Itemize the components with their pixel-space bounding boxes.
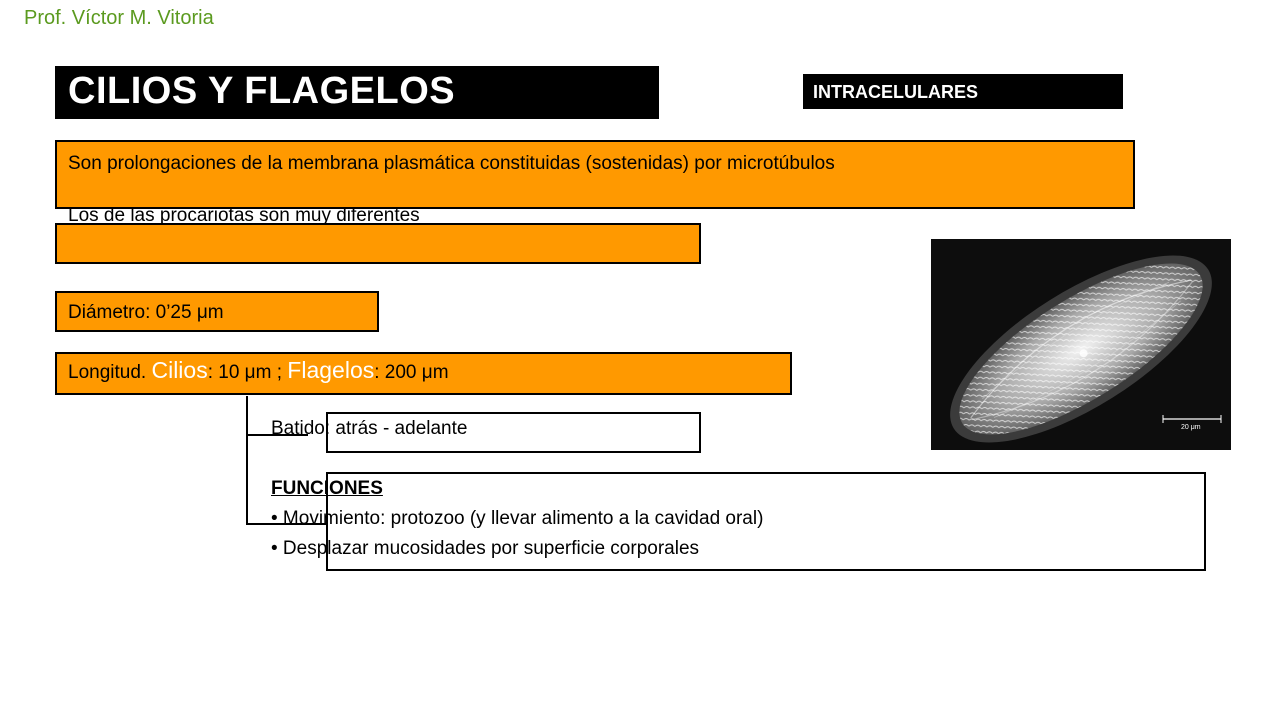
- cilios-value: : 10 μm ;: [207, 362, 283, 383]
- prokaryote-box: [55, 223, 701, 264]
- diameter-text: Diámetro: 0’25 μm: [68, 302, 224, 323]
- functions-heading: FUNCIONES: [271, 478, 383, 499]
- definition-text: Son prolongaciones de la membrana plasmática constituidas (sostenidas) por microtúbulos: [68, 153, 835, 174]
- length-text: [68, 357, 449, 384]
- flagelos-value: : 200 μm: [374, 362, 449, 383]
- beat-text: Batido: atrás - adelante: [271, 418, 468, 439]
- connector-vertical: [246, 396, 248, 525]
- prokaryote-text: Los de las procariotas son muy diferentes: [68, 205, 420, 226]
- function-item: • Movimiento: protozoo (y llevar alimento a la cavidad oral): [271, 508, 764, 529]
- function-item: • Desplazar mucosidades por superficie corporales: [271, 538, 700, 559]
- author-credit: Prof. Víctor M. Vitoria: [24, 7, 214, 29]
- slide-title: CILIOS Y FLAGELOS: [68, 70, 456, 112]
- length-prefix: Longitud.: [68, 362, 147, 383]
- flagelos-label: Flagelos: [287, 357, 375, 383]
- scale-bar-label: 20 μm: [1181, 424, 1201, 431]
- tag-label: INTRACELULARES: [813, 82, 978, 102]
- cilios-label: Cilios: [151, 357, 208, 383]
- ciliate-micrograph-image: [931, 239, 1231, 450]
